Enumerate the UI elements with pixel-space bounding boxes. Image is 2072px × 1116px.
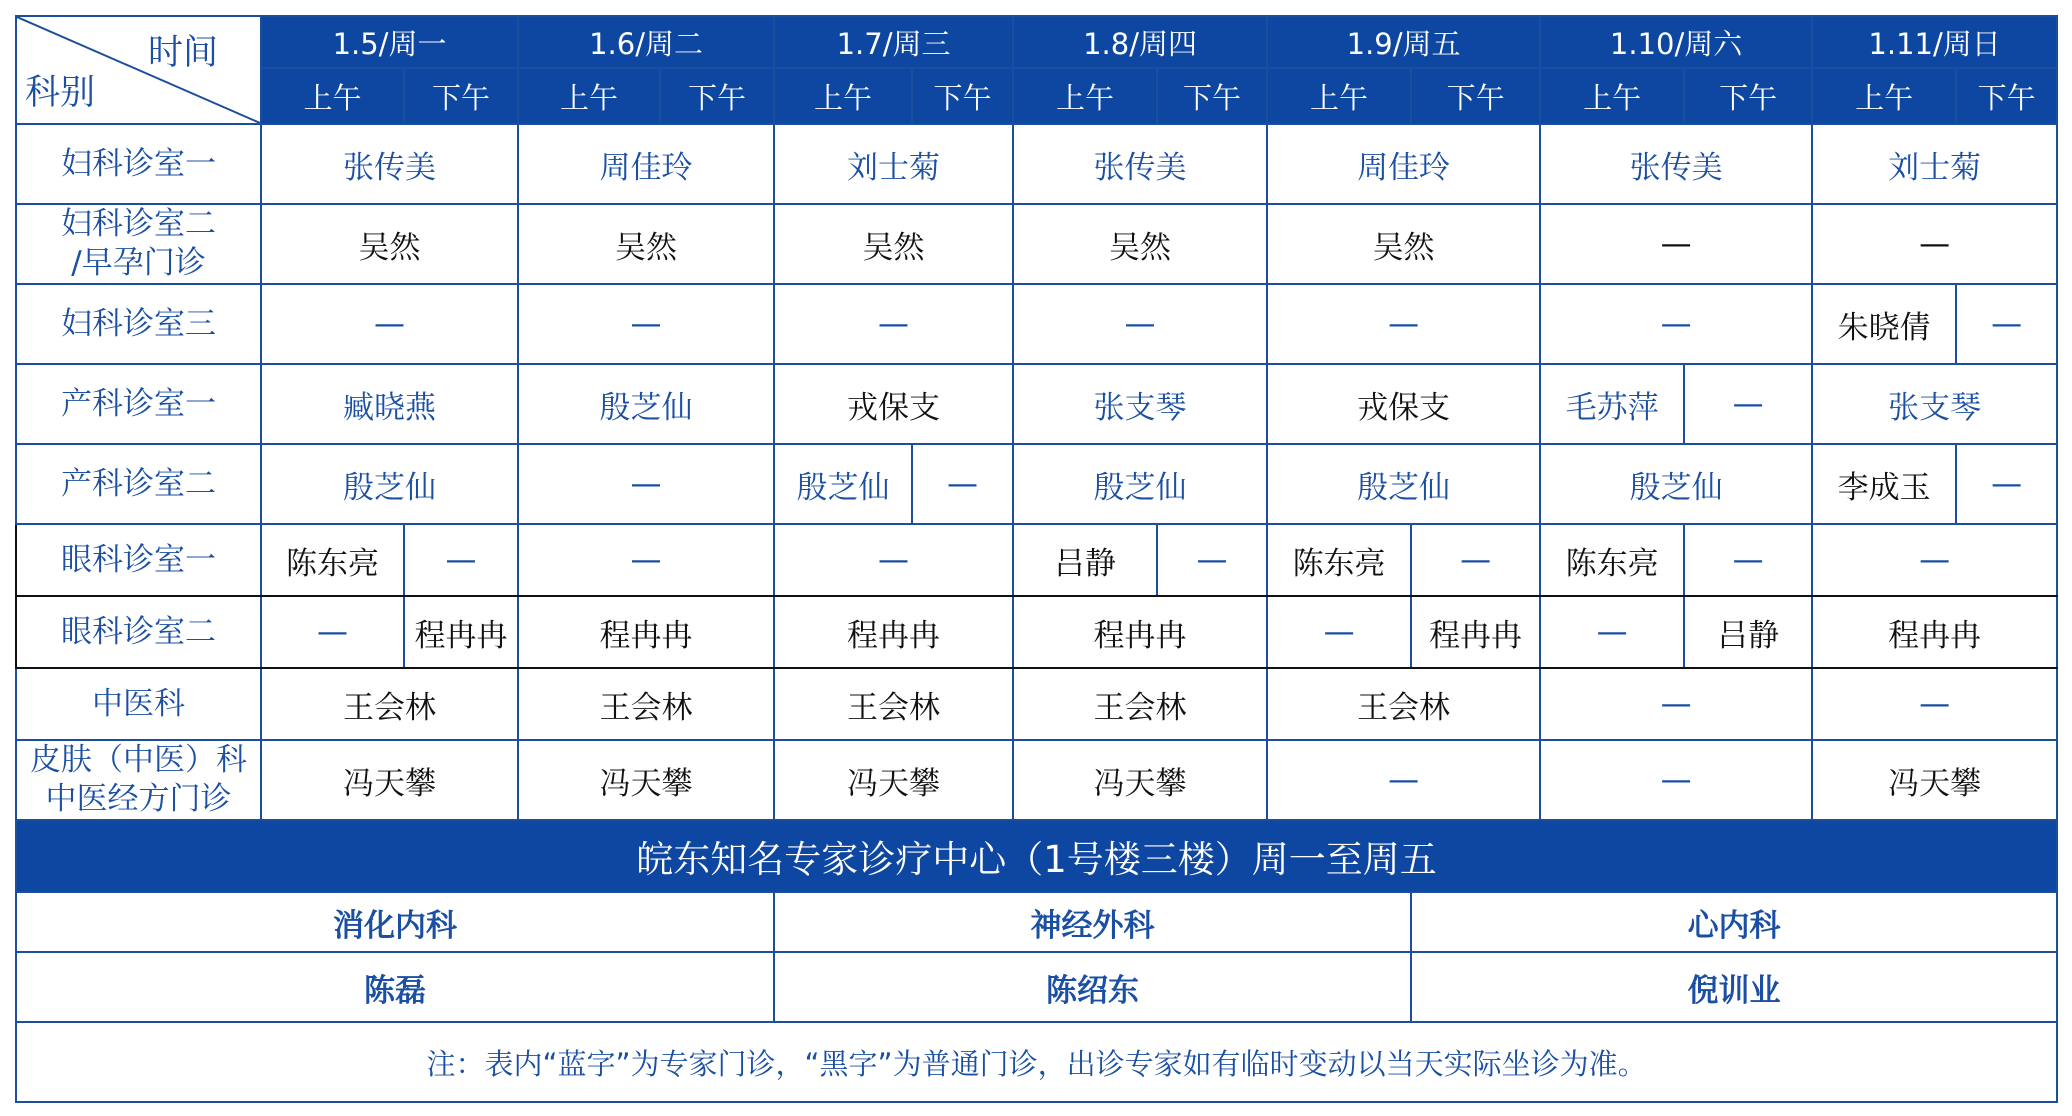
department-name-line: 中医科 xyxy=(92,685,185,722)
pm-header: 下午 xyxy=(1956,68,2057,124)
specialist-center-banner: 皖东知名专家诊疗中心（1号楼三楼）周一至周五 xyxy=(16,820,2057,892)
pm-header: 下午 xyxy=(404,68,518,124)
doctor-cell: 朱晓倩 xyxy=(1812,284,1956,364)
am-header: 上午 xyxy=(1267,68,1411,124)
doctor-cell: — xyxy=(261,596,404,668)
specialist-dept-row xyxy=(16,892,2057,952)
schedule-row xyxy=(16,524,2057,596)
corner-dept-label: 科别 xyxy=(25,73,96,113)
doctor-cell: — xyxy=(1540,204,1812,284)
department-name xyxy=(16,444,261,524)
doctor-cell: 张传美 xyxy=(261,124,518,204)
doctor-cell: 王会林 xyxy=(774,668,1013,740)
am-header: 上午 xyxy=(261,68,404,124)
doctor-cell: 陈东亮 xyxy=(1267,524,1411,596)
am-header: 上午 xyxy=(518,68,660,124)
specialist-doctor: 倪训业 xyxy=(1411,952,2057,1022)
specialist-dept: 消化内科 xyxy=(16,892,774,952)
am-header: 上午 xyxy=(1812,68,1956,124)
doctor-cell: — xyxy=(774,284,1013,364)
doctor-cell: — xyxy=(518,444,774,524)
corner-time-label: 时间 xyxy=(147,33,218,73)
day-header: 1.11/周日 xyxy=(1812,16,2057,68)
doctor-cell: — xyxy=(1812,668,2057,740)
day-header: 1.10/周六 xyxy=(1540,16,1812,68)
doctor-cell: 吕静 xyxy=(1013,524,1157,596)
day-header: 1.9/周五 xyxy=(1267,16,1540,68)
schedule-row xyxy=(16,364,2057,444)
doctor-cell: — xyxy=(1812,204,2057,284)
department-name xyxy=(16,204,261,284)
doctor-cell: 毛苏萍 xyxy=(1540,364,1684,444)
doctor-cell: — xyxy=(1540,596,1684,668)
day-header: 1.5/周一 xyxy=(261,16,518,68)
department-name xyxy=(16,524,261,596)
department-name xyxy=(16,740,261,820)
department-name xyxy=(16,668,261,740)
doctor-cell: 李成玉 xyxy=(1812,444,1956,524)
doctor-cell: 张传美 xyxy=(1013,124,1267,204)
department-name-line: 眼科诊室二 xyxy=(61,613,216,650)
doctor-cell: 殷芝仙 xyxy=(518,364,774,444)
schedule-row xyxy=(16,204,2057,284)
doctor-cell: 冯天攀 xyxy=(1812,740,2057,820)
specialist-doctor: 陈绍东 xyxy=(774,952,1411,1022)
doctor-cell: — xyxy=(1013,284,1267,364)
pm-header: 下午 xyxy=(912,68,1013,124)
doctor-cell: — xyxy=(1157,524,1267,596)
doctor-cell: — xyxy=(912,444,1013,524)
pm-header: 下午 xyxy=(1411,68,1540,124)
specialist-doctor: 陈磊 xyxy=(16,952,774,1022)
schedule-row xyxy=(16,284,2057,364)
doctor-cell: 吴然 xyxy=(1267,204,1540,284)
doctor-cell: 殷芝仙 xyxy=(1267,444,1540,524)
note-row xyxy=(16,1022,2057,1102)
pm-header: 下午 xyxy=(1684,68,1812,124)
doctor-cell: — xyxy=(1267,284,1540,364)
doctor-cell: 冯天攀 xyxy=(774,740,1013,820)
doctor-cell: 冯天攀 xyxy=(518,740,774,820)
doctor-cell: — xyxy=(261,284,518,364)
doctor-cell: 吕静 xyxy=(1684,596,1812,668)
doctor-cell: 冯天攀 xyxy=(261,740,518,820)
doctor-cell: 王会林 xyxy=(1013,668,1267,740)
doctor-cell: 陈东亮 xyxy=(1540,524,1684,596)
doctor-cell: — xyxy=(1684,364,1812,444)
department-name-line: 妇科诊室二 xyxy=(61,206,216,242)
legend-note: 注：表内“蓝字”为专家门诊，“黑字”为普通门诊，出诊专家如有临时变动以当天实际坐诊为准。 xyxy=(16,1022,2057,1102)
schedule-row xyxy=(16,444,2057,524)
doctor-cell: — xyxy=(1684,524,1812,596)
doctor-cell: 刘士菊 xyxy=(1812,124,2057,204)
doctor-cell: 王会林 xyxy=(261,668,518,740)
department-name xyxy=(16,364,261,444)
doctor-cell: — xyxy=(404,524,518,596)
doctor-cell: — xyxy=(1540,740,1812,820)
am-header: 上午 xyxy=(774,68,912,124)
schedule-row xyxy=(16,740,2057,820)
doctor-cell: — xyxy=(518,524,774,596)
day-header: 1.6/周二 xyxy=(518,16,774,68)
doctor-cell: 吴然 xyxy=(261,204,518,284)
doctor-cell: — xyxy=(774,524,1013,596)
doctor-cell: — xyxy=(1956,444,2057,524)
department-name-line: 妇科诊室一 xyxy=(61,145,216,182)
am-header: 上午 xyxy=(1540,68,1684,124)
header-date-row xyxy=(16,16,2057,68)
department-name-line: 眼科诊室一 xyxy=(61,541,216,578)
specialist-dept: 神经外科 xyxy=(774,892,1411,952)
doctor-cell: 张传美 xyxy=(1540,124,1812,204)
doctor-cell: 臧晓燕 xyxy=(261,364,518,444)
doctor-cell: 殷芝仙 xyxy=(1013,444,1267,524)
doctor-cell: — xyxy=(1267,596,1411,668)
doctor-cell: 殷芝仙 xyxy=(774,444,912,524)
department-name-line: /早孕门诊 xyxy=(71,245,206,281)
pm-header: 下午 xyxy=(1157,68,1267,124)
schedule-row xyxy=(16,596,2057,668)
doctor-cell: 戎保支 xyxy=(1267,364,1540,444)
doctor-cell: 殷芝仙 xyxy=(261,444,518,524)
department-name xyxy=(16,596,261,668)
doctor-cell: 程冉冉 xyxy=(1411,596,1540,668)
doctor-cell: 吴然 xyxy=(774,204,1013,284)
doctor-cell: 刘士菊 xyxy=(774,124,1013,204)
doctor-cell: 程冉冉 xyxy=(404,596,518,668)
day-header: 1.7/周三 xyxy=(774,16,1013,68)
corner-header-cell xyxy=(16,16,261,124)
department-name-line: 产科诊室二 xyxy=(61,465,216,502)
schedule-row xyxy=(16,668,2057,740)
doctor-cell: — xyxy=(518,284,774,364)
schedule-row xyxy=(16,124,2057,204)
doctor-cell: 程冉冉 xyxy=(1013,596,1267,668)
doctor-cell: 吴然 xyxy=(1013,204,1267,284)
doctor-cell: 周佳玲 xyxy=(518,124,774,204)
clinic-schedule-table xyxy=(15,15,2058,1103)
doctor-cell: 周佳玲 xyxy=(1267,124,1540,204)
doctor-cell: 殷芝仙 xyxy=(1540,444,1812,524)
department-name xyxy=(16,284,261,364)
department-name xyxy=(16,124,261,204)
doctor-cell: 程冉冉 xyxy=(774,596,1013,668)
doctor-cell: 吴然 xyxy=(518,204,774,284)
specialist-center-banner-row xyxy=(16,820,2057,892)
doctor-cell: 戎保支 xyxy=(774,364,1013,444)
department-name-line: 妇科诊室三 xyxy=(61,305,216,342)
header-ampm-row xyxy=(16,68,2057,124)
pm-header: 下午 xyxy=(660,68,774,124)
department-name-line: 中医经方门诊 xyxy=(45,781,232,817)
doctor-cell: — xyxy=(1812,524,2057,596)
doctor-cell: 冯天攀 xyxy=(1013,740,1267,820)
doctor-cell: — xyxy=(1411,524,1540,596)
specialist-dept: 心内科 xyxy=(1411,892,2057,952)
doctor-cell: 王会林 xyxy=(518,668,774,740)
am-header: 上午 xyxy=(1013,68,1157,124)
doctor-cell: 张支琴 xyxy=(1812,364,2057,444)
doctor-cell: — xyxy=(1267,740,1540,820)
doctor-cell: 程冉冉 xyxy=(1812,596,2057,668)
doctor-cell: 陈东亮 xyxy=(261,524,404,596)
doctor-cell: 王会林 xyxy=(1267,668,1540,740)
department-name-line: 皮肤（中医）科 xyxy=(30,742,247,778)
doctor-cell: — xyxy=(1956,284,2057,364)
day-header: 1.8/周四 xyxy=(1013,16,1267,68)
doctor-cell: — xyxy=(1540,668,1812,740)
doctor-cell: 张支琴 xyxy=(1013,364,1267,444)
specialist-doctor-row xyxy=(16,952,2057,1022)
doctor-cell: — xyxy=(1540,284,1812,364)
doctor-cell: 程冉冉 xyxy=(518,596,774,668)
department-name-line: 产科诊室一 xyxy=(61,385,216,422)
